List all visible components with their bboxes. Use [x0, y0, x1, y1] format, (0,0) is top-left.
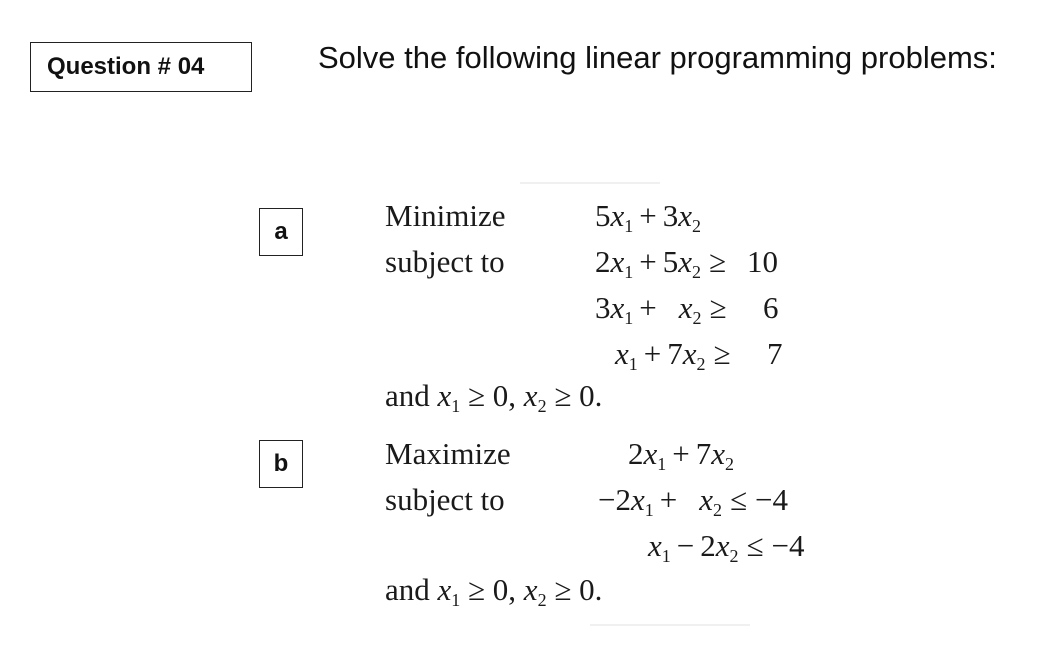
part-b-constraint-2: $x_1 - 2x_2 \le -4$: [648, 528, 805, 566]
part-a-nonnegativity: and $x_1 \ge 0$, $x_2 \ge 0$.: [385, 378, 603, 416]
part-b-objective-function: $2x_1 + 7x_2$: [628, 436, 735, 474]
question-label: Question # 04: [47, 53, 205, 80]
part-a-constraint-3: $x_1 + 7x_2 \ge 7$: [615, 336, 783, 374]
scan-artifact-line: [520, 182, 660, 184]
part-a-constraints-keyword: subject to: [385, 244, 505, 279]
scan-artifact-line: [590, 624, 750, 626]
part-b-label: b: [273, 450, 289, 477]
part-a-constraint-2: $3x_1 + x_2 \ge 6$: [595, 290, 779, 328]
question-label-box: [30, 42, 252, 92]
part-a-objective-keyword: Minimize: [385, 198, 506, 233]
question-heading: Solve the following linear programming problems:: [318, 40, 997, 75]
part-a-label: a: [274, 218, 288, 245]
part-a-constraint-1: $2x_1 + 5x_2 \ge 10$: [595, 244, 779, 282]
part-a-objective-function: $5x_1 + 3x_2$: [595, 198, 702, 236]
part-b-constraint-1: $-2x_1 + x_2 \le -4$: [598, 482, 788, 520]
part-b-objective-keyword: Maximize: [385, 436, 511, 471]
part-b-constraints-keyword: subject to: [385, 482, 505, 517]
part-b-label-box: [259, 440, 303, 488]
part-a-label-box: [259, 208, 303, 256]
part-b-nonnegativity: and $x_1 \ge 0$, $x_2 \ge 0$.: [385, 572, 603, 610]
